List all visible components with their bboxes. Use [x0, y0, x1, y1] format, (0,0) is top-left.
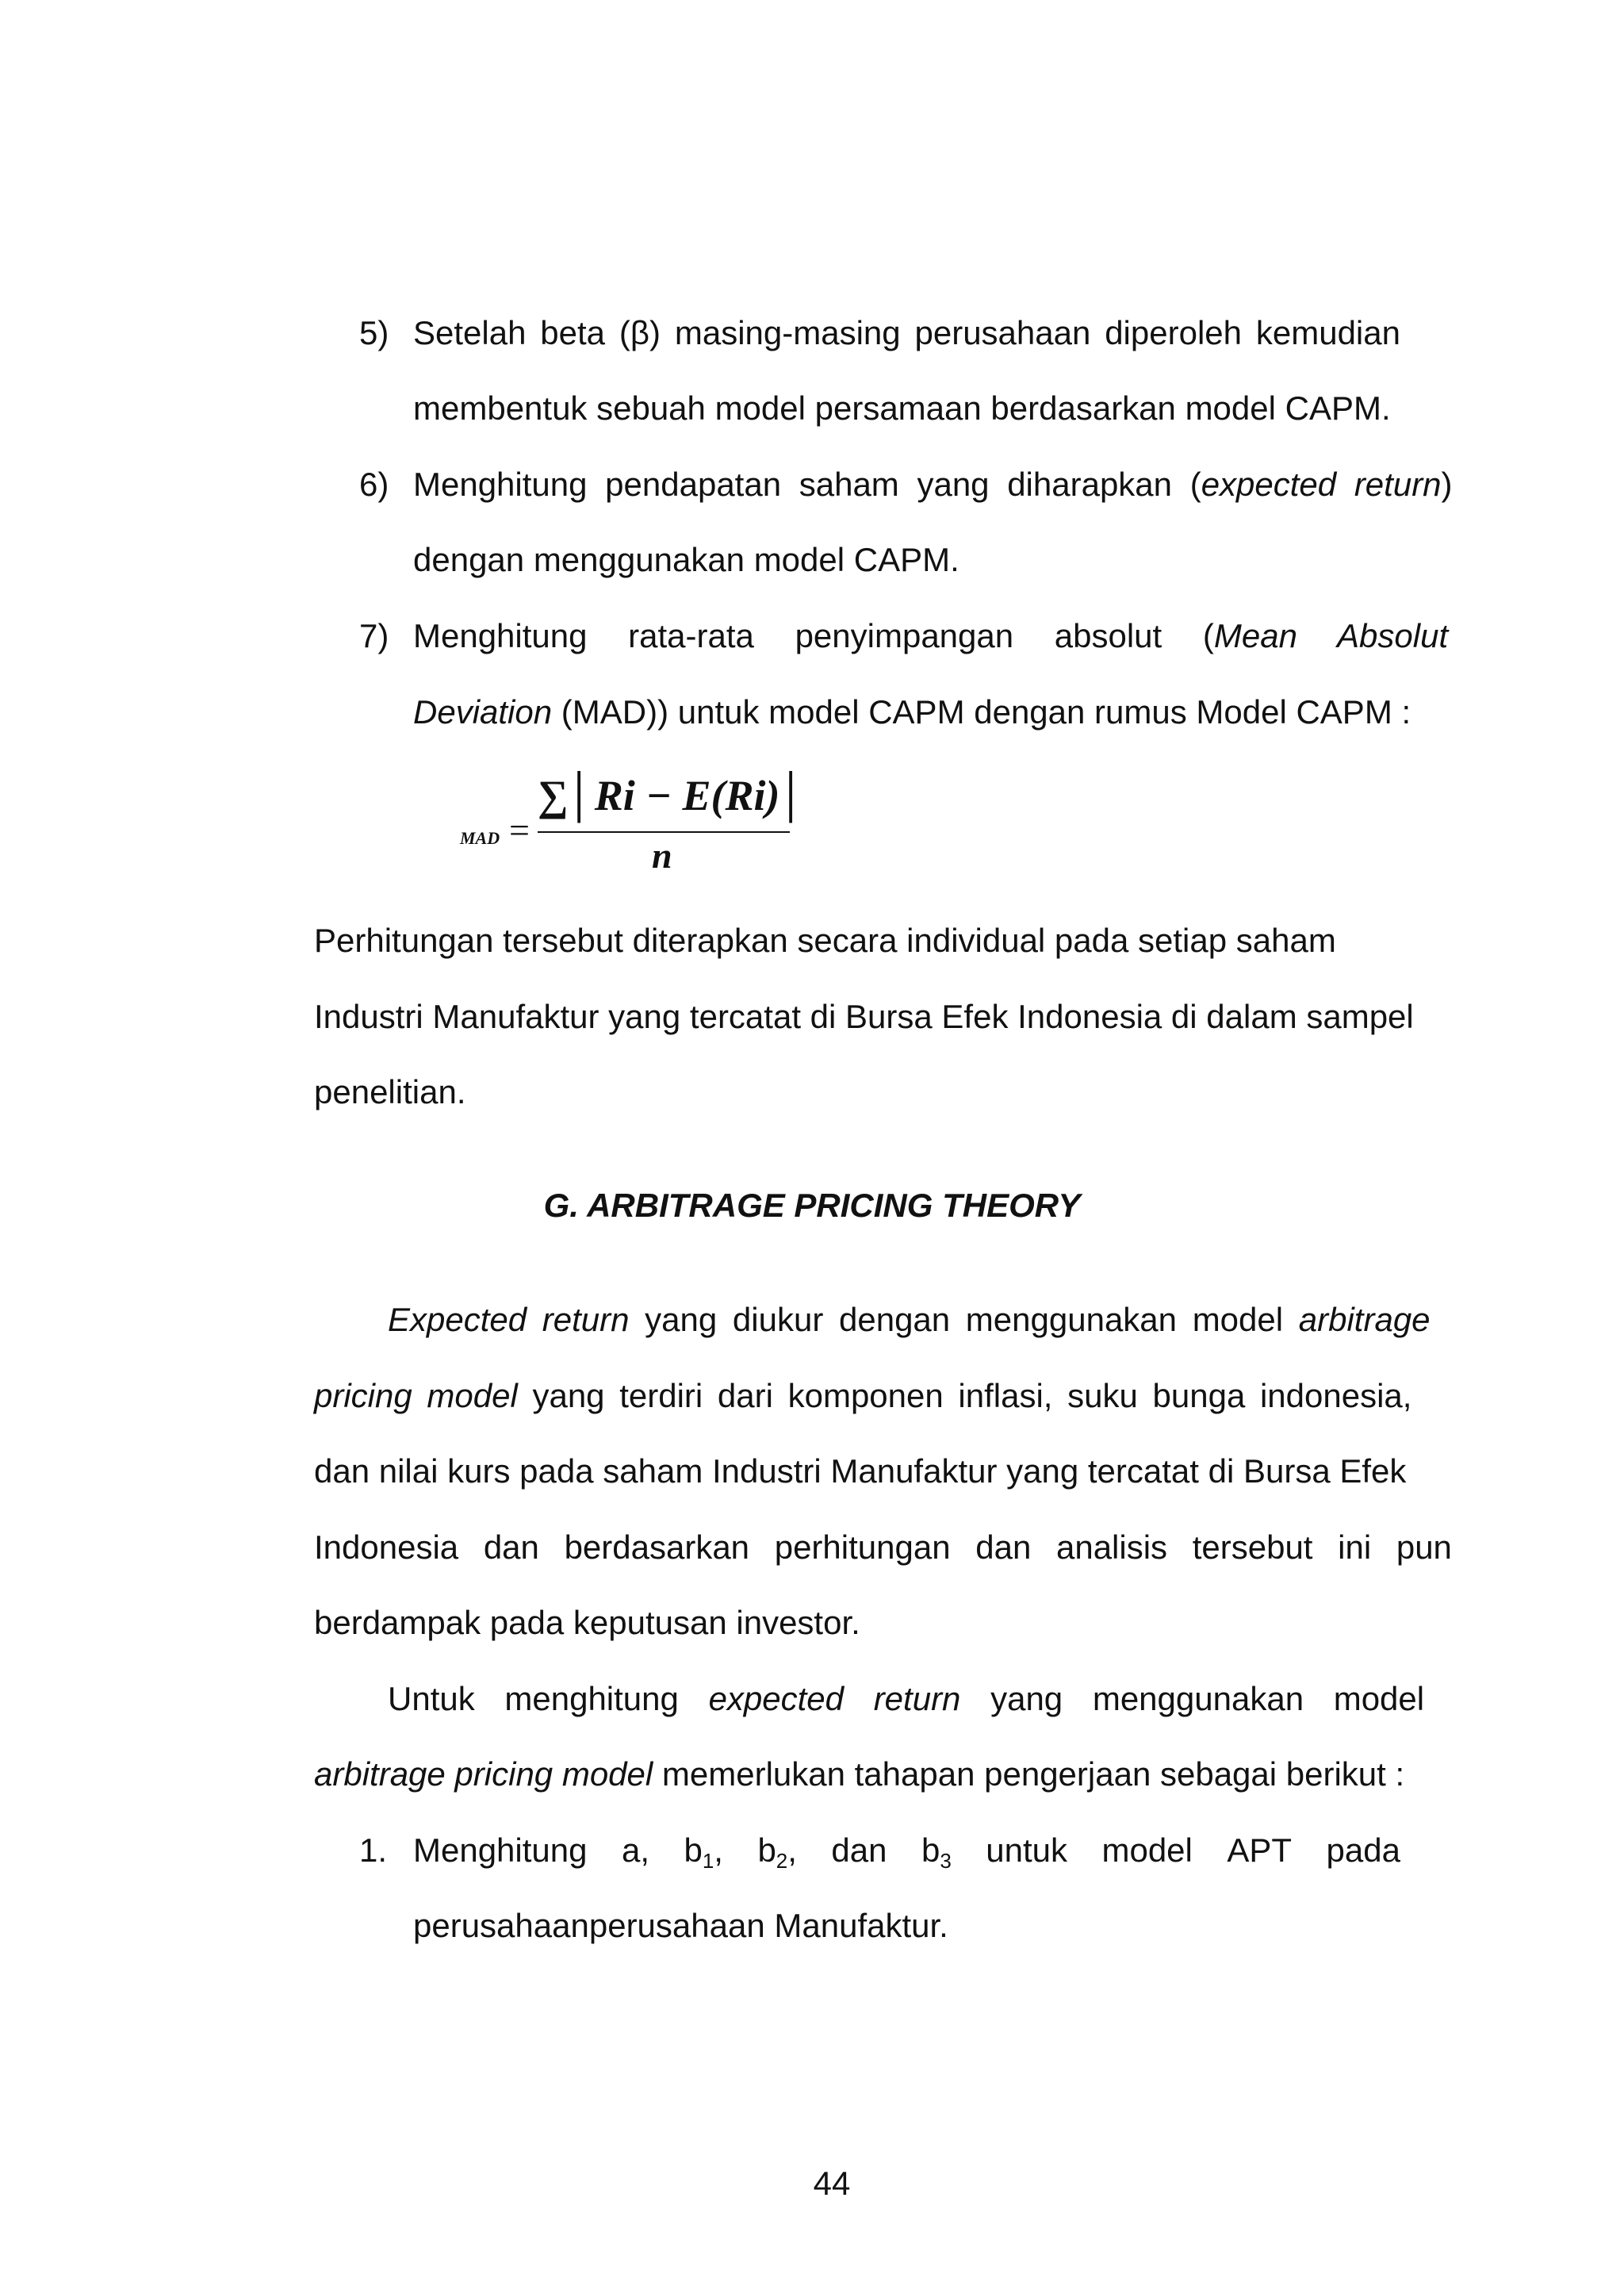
paragraph-3-line-2: arbitrage pricing model memerlukan tahapan pengerjaan sebagai berikut : [314, 1755, 1405, 1793]
list2-item-1-line-2: perusahaanperusahaan Manufaktur. [413, 1907, 948, 1944]
mad-formula [444, 761, 809, 880]
list-number-6: 6) [359, 466, 389, 503]
paragraph-1-line-2: Industri Manufaktur yang tercatat di Bursa Efek Indonesia di dalam sampel [314, 998, 1414, 1035]
formula-denominator: n [652, 835, 672, 876]
paragraph-2-line-3: dan nilai kurs pada saham Industri Manufaktur yang tercatat di Bursa Efek [314, 1452, 1407, 1490]
list-item-7-line-2: Deviation (MAD)) untuk model CAPM dengan rumus Model CAPM : [413, 693, 1411, 731]
paragraph-2-line-5: berdampak pada keputusan investor. [314, 1604, 860, 1641]
paragraph-3-line-1: Untuk menghitung expected return yang menggunakan model [388, 1680, 1425, 1717]
list-number-7: 7) [359, 617, 389, 654]
list-item-5-line-1: Setelah beta (β) masing-masing perusahaan diperoleh kemudian [413, 314, 1400, 351]
page-number: 44 [813, 2165, 851, 2202]
paragraph-1-line-3: penelitian. [314, 1073, 466, 1110]
fraction-bar [538, 831, 790, 833]
paragraph-2-line-2: pricing model yang terdiri dari komponen inflasi, suku bunga indonesia, [314, 1377, 1412, 1414]
formula-equals: = [509, 810, 530, 850]
list-item-5-line-2: membentuk sebuah model persamaan berdasarkan model CAPM. [413, 389, 1391, 427]
paragraph-1-line-1: Perhitungan tersebut diterapkan secara individual pada setiap saham [314, 922, 1336, 959]
list-item-6-line-1: Menghitung pendapatan saham yang diharapkan (expected return) [413, 466, 1453, 503]
list-item-7-line-1: Menghitung rata-rata penyimpangan absolut (Mean Absolut [413, 617, 1449, 654]
list-number-1: 1. [359, 1831, 388, 1869]
formula-lhs: MAD [460, 828, 500, 848]
list-number-5: 5) [359, 314, 389, 351]
list2-item-1-line-1: Menghitung a, $b_1$, $b_2$, dan $b_3$ untuk model APT pada [413, 1831, 1400, 1873]
paragraph-2-line-4: Indonesia dan berdasarkan perhitungan dan analisis tersebut ini pun [314, 1528, 1452, 1566]
paragraph-2-line-1: Expected return yang diukur dengan menggunakan model arbitrage [388, 1301, 1431, 1338]
section-heading: G. ARBITRAGE PRICING THEORY [543, 1187, 1081, 1224]
list-item-6-line-2: dengan menggunakan model CAPM. [413, 541, 959, 578]
formula-numerator: ∑│Ri − E(Ri)│ [538, 772, 806, 819]
